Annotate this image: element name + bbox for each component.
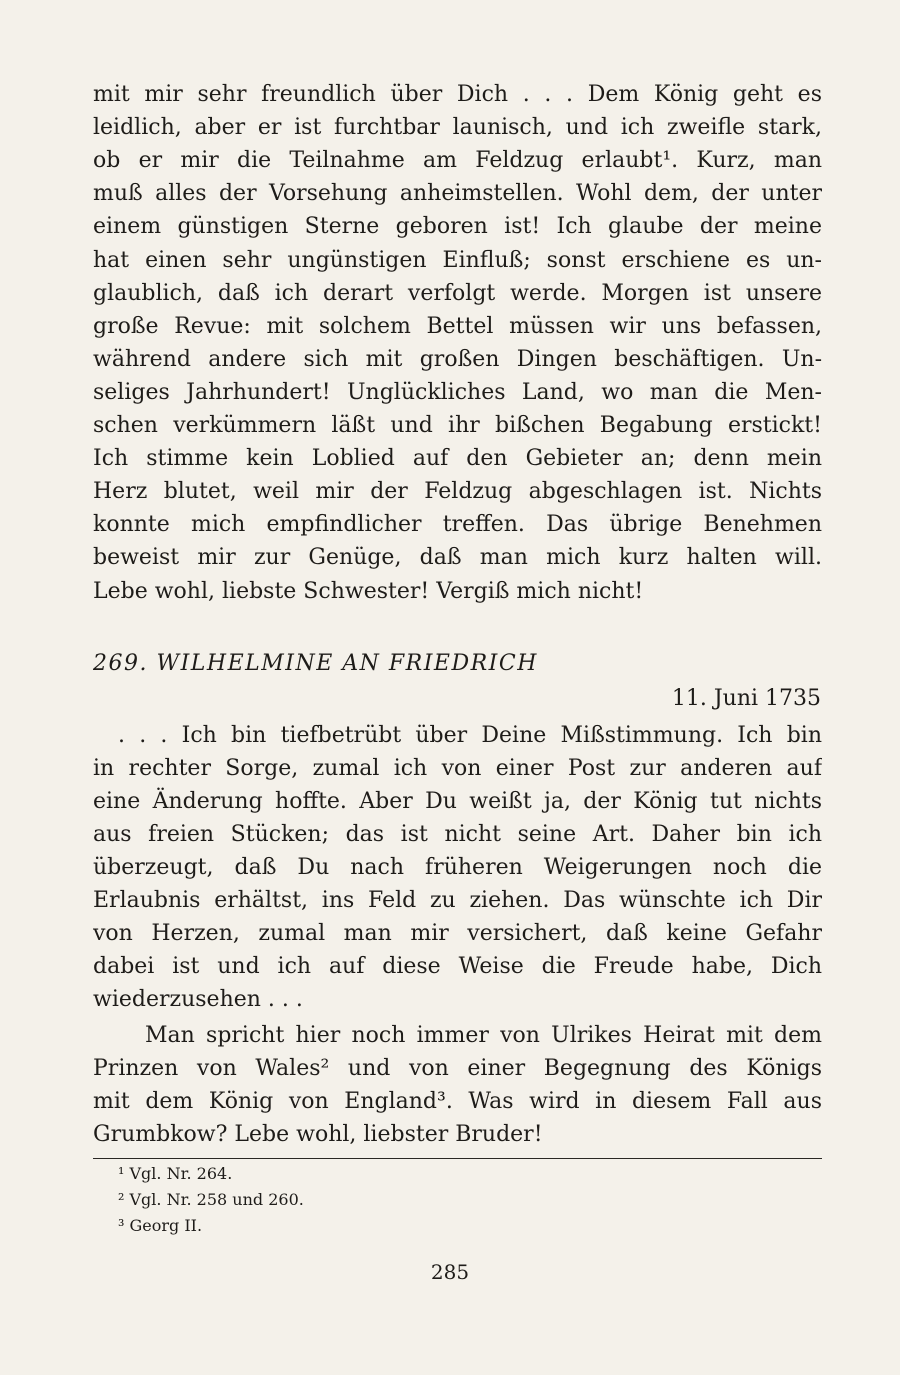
footnote: ² Vgl. Nr. 258 und 260.	[118, 1190, 304, 1209]
text-line: . . . Ich bin tiefbetrübt über Deine Mißstimmung. Ich bin	[118, 723, 822, 748]
text-line: von Herzen, zumal man mir versichert, daß keine Gefahr	[93, 921, 822, 946]
text-line: Erlaubnis erhältst, ins Feld zu ziehen. Das wünschte ich Dir	[93, 888, 822, 913]
text-line: Ich stimme kein Loblied auf den Gebieter an; denn mein	[93, 446, 822, 472]
text-line: mit dem König von England³. Was wird in diesem Fall aus	[93, 1089, 822, 1114]
footnote: ³ Georg II.	[118, 1216, 203, 1235]
text-line: während andere sich mit großen Dingen beschäftigen. Un-	[93, 346, 822, 372]
text-line: ob er mir die Teilnahme am Feldzug erlaubt¹. Kurz, man	[93, 148, 822, 174]
text-line: eine Änderung hoffte. Aber Du weißt ja, der König tut nichts	[93, 789, 822, 814]
text-line: beweist mir zur Genüge, daß man mich kurz halten will.	[93, 545, 822, 571]
text-line: überzeugt, daß Du nach früheren Weigerungen noch die	[93, 855, 822, 880]
text-line: Grumbkow? Lebe wohl, liebster Bruder!	[93, 1122, 543, 1147]
text-line: dabei ist und ich auf diese Weise die Freude habe, Dich	[93, 954, 822, 979]
page-number: 285	[430, 1260, 470, 1284]
text-line: seliges Jahrhundert! Unglückliches Land, wo man die Men-	[93, 379, 822, 405]
text-line: aus freien Stücken; das ist nicht seine Art. Daher bin ich	[93, 822, 822, 847]
text-line: Man spricht hier noch immer von Ulrikes Heirat mit dem	[145, 1023, 822, 1048]
text-line: wiederzusehen . . .	[93, 987, 303, 1012]
text-line: schen verkümmern läßt und ihr bißchen Begabung erstickt!	[93, 413, 822, 438]
footnote-divider	[93, 1158, 822, 1159]
text-line: große Revue: mit solchem Bettel müssen wir uns befassen,	[93, 313, 822, 339]
text-line: in rechter Sorge, zumal ich von einer Post zur anderen auf	[93, 756, 822, 781]
text-line: glaublich, daß ich derart verfolgt werde. Morgen ist unsere	[93, 280, 822, 306]
text-line: leidlich, aber er ist furchtbar launisch, und ich zweifle stark,	[93, 115, 822, 141]
text-line: Prinzen von Wales² und von einer Begegnung des Königs	[93, 1056, 822, 1081]
letter-date: 11. Juni 1735	[671, 686, 821, 711]
text-line: Lebe wohl, liebste Schwester! Vergiß mich nicht!	[93, 578, 644, 604]
text-line: einem günstigen Sterne geboren ist! Ich glaube der meine	[93, 214, 822, 240]
footnote: ¹ Vgl. Nr. 264.	[118, 1164, 233, 1183]
text-line: Herz blutet, weil mir der Feldzug abgeschlagen ist. Nichts	[93, 479, 822, 505]
text-line: hat einen sehr ungünstigen Einfluß; sonst erschiene es un-	[93, 247, 822, 273]
letter-heading: 269. WILHELMINE AN FRIEDRICH	[93, 651, 538, 676]
text-line: muß alles der Vorsehung anheimstellen. Wohl dem, der unter	[93, 181, 822, 207]
text-line: mit mir sehr freundlich über Dich . . . Dem König geht es	[93, 82, 822, 107]
text-line: konnte mich empfindlicher treffen. Das übrige Benehmen	[93, 512, 822, 538]
